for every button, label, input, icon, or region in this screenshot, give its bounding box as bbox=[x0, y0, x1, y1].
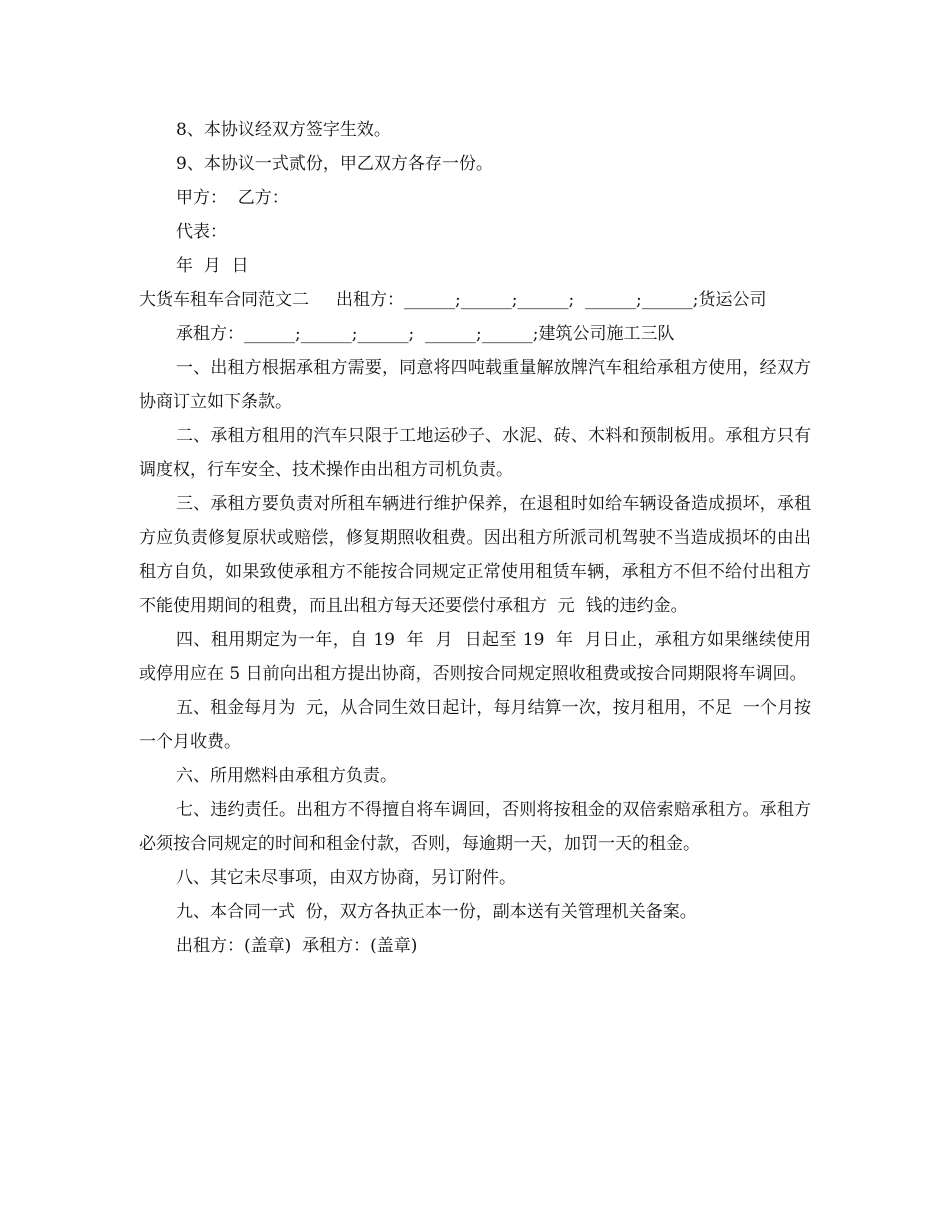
clause-eight: 八、其它未尽事项，由双方协商，另订附件。 bbox=[176, 868, 516, 888]
clause-9: 9、本协议一式贰份，甲乙双方各存一份。 bbox=[176, 154, 493, 174]
clause-three: 三、承租方要负责对所租车辆进行维护保养，在退租时如给车辆设备造成损坏，承租方应负责修复原状或赔偿，修复期照收租费。因出租方所派司机驾驶不当造成损坏的由出租方自负，如果致使承租方不能按合同规定正常使用租赁车辆，承租方不但不给付出租方不能使用期间的租费，而且出租方每天还要偿付承租方 元 钱的违约金。 bbox=[139, 494, 811, 616]
seal-line: 出租方：(盖章) 承租方：(盖章) bbox=[176, 936, 418, 956]
party-line: 甲方： 乙方： bbox=[176, 188, 289, 208]
date-line: 年 月 日 bbox=[176, 256, 249, 276]
clause-one: 一、出租方根据承租方需要，同意将四吨载重量解放牌汽车租给承租方使用，经双方协商订立如下条款。 bbox=[139, 358, 811, 412]
representative-line: 代表： bbox=[176, 222, 227, 242]
clause-8: 8、本协议经双方签字生效。 bbox=[176, 120, 391, 140]
clause-five: 五、租金每月为 元，从合同生效日起计，每月结算一次，按月租用，不足 一个月按一个月收费。 bbox=[139, 698, 811, 752]
lessee-line: 承租方：______;______;______; ______;______;建筑公司施工三队 bbox=[176, 324, 675, 344]
clause-two: 二、承租方租用的汽车只限于工地运砂子、水泥、砖、木料和预制板用。承租方只有调度权，行车安全、技术操作由出租方司机负责。 bbox=[139, 426, 811, 480]
clause-four: 四、租用期定为一年，自 19 年 月 日起至 19 年 月日止，承租方如果继续使用或停用应在 5 日前向出租方提出协商，否则按合同规定照收租费或按合同期限将车调回。 bbox=[139, 630, 811, 684]
clause-six: 六、所用燃料由承租方负责。 bbox=[176, 766, 397, 786]
clause-seven: 七、违约责任。出租方不得擅自将车调回，否则将按租金的双倍索赔承租方。承租方必须按合同规定的时间和租金付款，否则，每逾期一天，加罚一天的租金。 bbox=[139, 800, 811, 854]
clause-nine: 九、本合同一式 份，双方各执正本一份，副本送有关管理机关备案。 bbox=[176, 902, 697, 922]
document-body bbox=[139, 113, 811, 963]
contract-title-lessor: 大货车租车合同范文二 出租方：______;______;______; ______;______;货运公司 bbox=[139, 290, 767, 310]
